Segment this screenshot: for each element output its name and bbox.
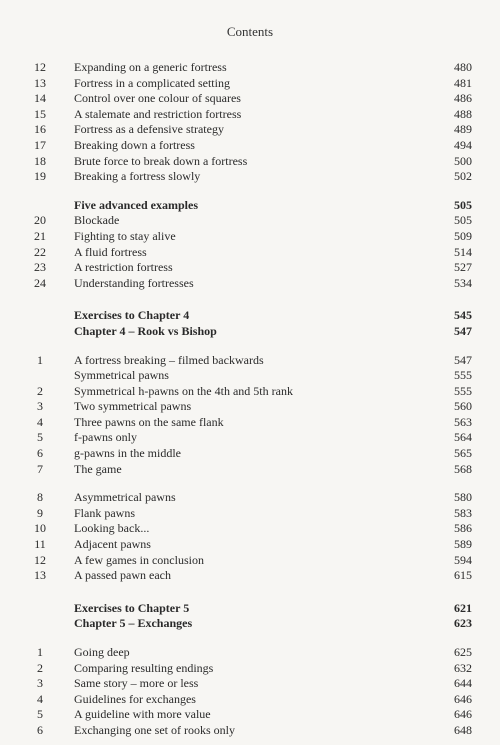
toc-entry: [0, 213, 500, 229]
toc-entry-page: 646: [454, 707, 472, 722]
toc-entry-title: Exercises to Chapter 4: [74, 308, 190, 323]
toc-entry-page: 583: [454, 505, 472, 520]
toc-entry-title: Expanding on a generic fortress: [74, 60, 227, 74]
toc-entry-page: 545: [454, 308, 472, 323]
toc-entry-title: A few games in conclusion: [74, 552, 204, 567]
toc-entry-number: 15: [34, 106, 46, 121]
toc-entry-number: 23: [34, 260, 46, 275]
toc-entry-number: 2: [37, 660, 43, 675]
toc-entry-title: A passed pawn each: [74, 568, 171, 583]
toc-entry-title: A stalemate and restriction fortress: [74, 106, 242, 121]
toc-entry-number: 7: [37, 461, 43, 476]
toc-entry-page: 481: [454, 75, 472, 90]
toc-entry-page: 615: [454, 568, 472, 583]
toc-entry-number: 3: [37, 399, 43, 414]
toc-entry-page: 534: [454, 275, 472, 290]
toc-entry-title: Brute force to break down a fortress: [74, 153, 248, 168]
toc-entry: [0, 707, 500, 723]
toc-entry-page: 644: [454, 676, 472, 691]
toc-section-heading: [0, 601, 500, 617]
toc-entry: [0, 692, 500, 708]
toc-entry-number: 17: [34, 137, 46, 152]
toc-entry-number: 13: [34, 568, 46, 583]
toc-entry-number: 5: [37, 707, 43, 722]
toc-entry-page: 527: [454, 260, 472, 275]
toc-entry-number: 2: [37, 383, 43, 398]
toc-entry-page: 488: [454, 106, 472, 121]
toc-entry-title: The game: [74, 461, 122, 476]
toc-entry-number: 9: [37, 505, 43, 520]
toc-entry-number: 16: [34, 122, 46, 137]
toc-entry-page: 589: [454, 537, 472, 552]
toc-entry: [0, 169, 500, 185]
toc-entry-title: Three pawns on the same flank: [74, 414, 224, 429]
toc-entry-page: 489: [454, 122, 472, 137]
toc-entry-page: 625: [454, 645, 472, 659]
toc-entry-title: A guideline with more value: [74, 707, 211, 722]
toc-entry-number: 6: [37, 722, 43, 737]
toc-entry-number: 14: [34, 91, 46, 106]
toc-entry: [0, 353, 500, 369]
toc-entry: [0, 245, 500, 261]
toc-entry-number: 4: [37, 691, 43, 706]
toc-entry: [0, 122, 500, 138]
toc-entry-title: Exercises to Chapter 5: [74, 600, 190, 615]
table-of-contents: [0, 60, 500, 739]
toc-entry-number: 22: [34, 244, 46, 259]
toc-entry-number: 1: [37, 645, 43, 659]
toc-entry: [0, 521, 500, 537]
toc-entry: [0, 107, 500, 123]
toc-entry-number: 3: [37, 676, 43, 691]
toc-entry-title: Five advanced examples: [74, 197, 198, 212]
toc-entry: [0, 276, 500, 292]
toc-entry-page: 594: [454, 552, 472, 567]
toc-entry-title: Two symmetrical pawns: [74, 399, 192, 414]
toc-entry: [0, 661, 500, 677]
toc-entry-page: 555: [454, 383, 472, 398]
toc-entry: [0, 537, 500, 553]
toc-entry-title: Going deep: [74, 645, 130, 659]
toc-entry-page: 500: [454, 153, 472, 168]
toc-entry-title: Blockade: [74, 213, 120, 228]
toc-entry-title: Fortress in a complicated setting: [74, 75, 230, 90]
toc-entry-title: Flank pawns: [74, 505, 135, 520]
toc-entry-page: 502: [454, 169, 472, 184]
toc-entry-page: 564: [454, 430, 472, 445]
toc-entry-number: 8: [37, 490, 43, 505]
toc-entry-page: 494: [454, 137, 472, 152]
toc-entry: [0, 399, 500, 415]
toc-entry-page: 621: [454, 600, 472, 615]
toc-entry-number: 19: [34, 169, 46, 184]
toc-entry-title: Exchanging one set of rooks only: [74, 722, 235, 737]
toc-entry-page: 486: [454, 91, 472, 106]
toc-entry-number: 24: [34, 275, 46, 290]
toc-entry-page: 568: [454, 461, 472, 476]
toc-entry-number: 12: [34, 60, 46, 74]
toc-entry-title: A fluid fortress: [74, 244, 147, 259]
toc-entry-number: 5: [37, 430, 43, 445]
toc-section-heading: [0, 324, 500, 340]
toc-entry-title: g-pawns in the middle: [74, 446, 181, 461]
toc-entry: [0, 260, 500, 276]
toc-entry-number: 13: [34, 75, 46, 90]
toc-entry: [0, 568, 500, 584]
toc-entry-page: 547: [454, 352, 472, 367]
toc-entry-page: 648: [454, 722, 472, 737]
toc-entry-title: Breaking a fortress slowly: [74, 169, 201, 184]
toc-entry-number: 21: [34, 228, 46, 243]
toc-entry: [0, 645, 500, 661]
toc-entry-page: 563: [454, 414, 472, 429]
toc-entry-title: Adjacent pawns: [74, 537, 151, 552]
toc-entry-number: 4: [37, 414, 43, 429]
toc-entry-title: Looking back...: [74, 521, 150, 536]
toc-entry: [0, 60, 500, 76]
toc-entry-page: 505: [454, 213, 472, 228]
toc-entry-title: Breaking down a fortress: [74, 137, 195, 152]
toc-entry: [0, 462, 500, 478]
toc-entry-title: A restriction fortress: [74, 260, 173, 275]
toc-entry-page: 565: [454, 446, 472, 461]
toc-entry: [0, 76, 500, 92]
page-header: Contents: [226, 24, 274, 39]
toc-entry-title: Guidelines for exchanges: [74, 691, 196, 706]
toc-entry-page: 580: [454, 490, 472, 505]
toc-entry-page: 514: [454, 244, 472, 259]
toc-entry-title: Symmetrical pawns: [74, 368, 169, 383]
toc-entry-page: 646: [454, 691, 472, 706]
toc-section-heading: [0, 198, 500, 214]
toc-entry-title: Comparing resulting endings: [74, 660, 214, 675]
toc-entry-title: Symmetrical h-pawns on the 4th and 5th rank: [74, 383, 293, 398]
toc-entry-number: 20: [34, 213, 46, 228]
toc-entry-page: 632: [454, 660, 472, 675]
toc-entry-number: 12: [34, 552, 46, 567]
toc-entry: [0, 723, 500, 739]
toc-entry-number: 18: [34, 153, 46, 168]
toc-entry: [0, 446, 500, 462]
toc-entry-number: 6: [37, 446, 43, 461]
toc-entry-title: Control over one colour of squares: [74, 91, 241, 106]
toc-entry-title: Chapter 4 – Rook vs Bishop: [74, 323, 217, 338]
toc-entry-title: Fortress as a defensive strategy: [74, 122, 224, 137]
toc-entry-page: 555: [454, 368, 472, 383]
toc-entry-page: 623: [454, 616, 472, 631]
toc-section-heading: [0, 308, 500, 324]
toc-entry-page: 586: [454, 521, 472, 536]
toc-entry-number: 11: [34, 537, 46, 552]
toc-entry: [0, 368, 500, 384]
toc-entry: [0, 415, 500, 431]
toc-entry-number: 10: [34, 521, 46, 536]
toc-entry-page: 509: [454, 228, 472, 243]
toc-entry-title: Fighting to stay alive: [74, 228, 176, 243]
toc-entry-title: Understanding fortresses: [74, 275, 194, 290]
toc-entry: [0, 91, 500, 107]
toc-entry: [0, 138, 500, 154]
toc-entry-title: f-pawns only: [74, 430, 137, 445]
toc-entry: [0, 154, 500, 170]
toc-entry: [0, 384, 500, 400]
toc-entry: [0, 490, 500, 506]
toc-entry: [0, 676, 500, 692]
toc-entry-title: Asymmetrical pawns: [74, 490, 176, 505]
toc-entry-number: 1: [37, 352, 43, 367]
toc-entry-title: Chapter 5 – Exchanges: [74, 616, 193, 631]
toc-section-heading: [0, 616, 500, 632]
toc-entry-title: Same story – more or less: [74, 676, 199, 691]
toc-entry-page: 505: [454, 197, 472, 212]
toc-entry-title: A fortress breaking – filmed backwards: [74, 352, 264, 367]
toc-entry-page: 547: [454, 323, 472, 338]
toc-entry-page: 560: [454, 399, 472, 414]
toc-entry: [0, 553, 500, 569]
toc-entry: [0, 430, 500, 446]
toc-entry: [0, 506, 500, 522]
toc-entry-page: 480: [454, 60, 472, 74]
toc-entry: [0, 229, 500, 245]
